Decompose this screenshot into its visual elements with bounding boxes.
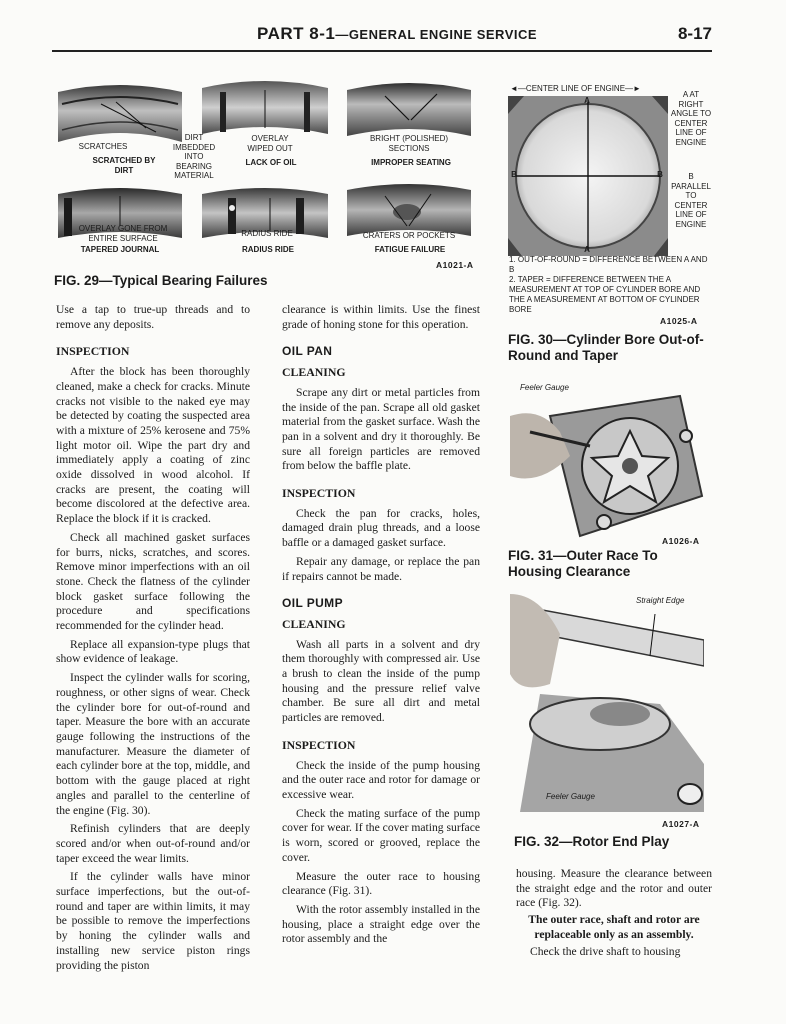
fig30-centerline-text: CENTER LINE OF ENGINE [525,84,626,93]
label-craters: CRATERS OR POCKETS [362,231,456,240]
page-header [52,22,712,52]
col3-assembly-note: The outer race, shaft and rotor are replaceable only as an assembly. [528,913,700,941]
oil-pump-cleaning-heading: CLEANING [282,616,346,631]
label-radius-ride: RADIUS RIDE [241,245,294,254]
col3-paragraph-2: Check the drive shaft to housing [530,944,681,958]
fig29-code: A1021-A [436,260,474,270]
col1-paragraph-1: After the block has been thoroughly cleaned, make a check for cracks. Minute cracks not visible to the naked eye may be detected by coating the suspected area with a mixture of 25% kerosene and 75% light motor oil. Wipe the part dry and immediately apply a coating of zinc oxide dissolved in wood alcohol. If cracks are present, the coating will become discolored at the defective area. Replace the block if it is cracked. [56,365,250,526]
fig30-centerline-label [510,84,680,94]
label-tapered-journal: TAPERED JOURNAL [80,245,160,254]
col1-paragraph-3: Replace all expansion-type plugs that show evidence of leakage. [56,637,250,666]
bearing-photo-bright [345,80,473,140]
col1-inspection-heading: INSPECTION [56,344,130,359]
col2-paragraph-4: Wash all parts in a solvent and dry them thoroughly with compressed air. Use a brush to clean the inside of the pump housing and the pressure relief valve chamber. Be sure all dirt and metal particles are removed. [282,637,480,725]
label-scratches: SCRATCHES [78,142,128,151]
text-column-3 [516,867,712,961]
fig30-letter-b-right: B [657,170,663,179]
col2-paragraph-2: Check the pan for cracks, holes, damaged drain plug threads, and a loose baffle or a damaged gasket surface. [282,506,480,550]
col2-paragraph-6: Check the mating surface of the pump cover for wear. If the cover mating surface is worn, scored or grooved, replace the cover. [282,806,480,864]
col1-paragraph-4: Inspect the cylinder walls for scoring, roughness, or other signs of wear. Check the cylinder bore for out-of-round and taper. Measure the bore with an accurate gauge following the instructions of the manufacturer. Measure the diameter of each cylinder bore at the top, middle, and bottom with the gauge placed at right angles and parallel to the centerline of the engine (Fig. 30). [56,671,250,817]
col3-paragraph-1: housing. Measure the clearance between the straight edge and the rotor and outer race (Fig. 32). [516,867,712,910]
fig32-straight-edge-label: Straight Edge [636,596,685,605]
col2-paragraph-3: Repair any damage, or replace the pan if repairs cannot be made. [282,554,480,583]
fig30-code: A1025-A [660,316,698,326]
fig30-letter-b-left: B [511,170,517,179]
fig30-caption: FIG. 30—Cylinder Bore Out-of-Round and Taper [508,332,704,363]
fig32-code: A1027-A [662,819,700,829]
fig30-arrow-right-icon: —► [625,84,641,93]
col1-paragraph-5: Refinish cylinders that are deeply scored and/or when out-of-round and/or taper exceed the wear limits. [56,822,250,865]
fig29-caption: FIG. 29—Typical Bearing Failures [54,273,268,288]
cylinder-bore-photo [508,96,668,256]
oil-pan-heading: OIL PAN [282,344,333,359]
label-bright-sections: BRIGHT (POLISHED) SECTIONS [369,134,449,153]
part-number: PART 8-1 [257,24,336,43]
label-lack-of-oil: LACK OF OIL [245,158,297,167]
col2-paragraph-8: With the rotor assembly installed in the housing, place a straight edge over the rotor assembly and the [282,902,480,946]
fig30-arrow-left-icon: ◄— [510,84,526,93]
fig31-code: A1026-A [662,536,700,546]
fig30-note-2: 2. TAPER = DIFFERENCE BETWEEN THE A MEASUREMENT AT TOP OF CYLINDER BORE AND THE A MEASUREMENT AT BOTTOM OF CYLINDER BORE [509,275,701,314]
fig32-feeler-label: Feeler Gauge [546,792,595,801]
fig30-b-parallel: B PARALLEL TO CENTER LINE OF ENGINE [671,172,711,229]
fig31-feeler-label: Feeler Gauge [520,383,569,392]
col1-paragraph-2: Check all machined gasket surfaces for burrs, nicks, scratches, and scores. Remove minor imperfections with an oil stone. Check the flatness of the cylinder block gasket surface following the procedure and specifications recommended for the cylinder head. [56,530,250,633]
page-title [257,24,537,44]
bearing-photo-wiped [200,78,330,138]
rotor-end-play-photo [510,594,704,812]
page-number: 8-17 [677,24,712,43]
fig30-letter-a-bottom: A [584,245,590,254]
col2-paragraph-5: Check the inside of the pump housing and the outer race and rotor for damage or excessive wear. [282,758,480,801]
fig30-letter-a-top: A [584,96,590,105]
col2-paragraph-1: Scrape any dirt or metal particles from the inside of the pan. Scrape all old gasket material from the gasket surface. Wash the pan in a solvent and dry it thoroughly. Be sure all foreign particles are removed from below the baffle plate. [282,385,480,473]
fig30-a-right-angle: A AT RIGHT ANGLE TO CENTER LINE OF ENGINE [670,90,712,147]
section-title: —GENERAL ENGINE SERVICE [335,27,538,42]
oil-pan-cleaning-heading: CLEANING [282,365,346,380]
label-dirt-imbedded: DIRT IMBEDDED INTO BEARING MATERIAL [172,133,216,180]
label-scratched-by-dirt: SCRATCHED BY DIRT [92,156,156,175]
label-radius-ride-small: RADIUS RIDE [241,229,293,238]
label-overlay-gone: OVERLAY GONE FROM ENTIRE SURFACE [78,224,168,243]
oil-pump-photo [510,376,704,538]
label-improper-seating: IMPROPER SEATING [371,158,451,167]
bearing-photo-scratched [56,84,184,146]
oil-pump-inspection-heading: INSPECTION [282,737,356,752]
col2-paragraph-0: clearance is within limits. Use the finest grade of honing stone for this operation. [282,303,480,331]
text-column-2 [282,303,480,951]
col1-paragraph-6: If the cylinder walls have minor surface imperfections, but the out-of-round and taper are within limits, it may be possible to remove the imperfections by honing the cylinder walls and installing new service piston rings providing the piston [56,870,250,972]
fig32-caption: FIG. 32—Rotor End Play [514,834,670,849]
oil-pump-heading: OIL PUMP [282,596,343,611]
fig31-caption: FIG. 31—Outer Race To Housing Clearance [508,548,658,579]
label-fatigue-failure: FATIGUE FAILURE [374,245,446,254]
col1-intro: Use a tap to true-up threads and to remove any deposits. [56,303,250,331]
label-overlay-wiped: OVERLAY WIPED OUT [247,134,293,153]
fig30-note-1: 1. OUT-OF-ROUND = DIFFERENCE BETWEEN A AND B [509,255,708,274]
text-column-1 [56,303,250,977]
oil-pan-inspection-heading: INSPECTION [282,486,356,501]
col2-paragraph-7: Measure the outer race to housing clearance (Fig. 31). [282,869,480,898]
